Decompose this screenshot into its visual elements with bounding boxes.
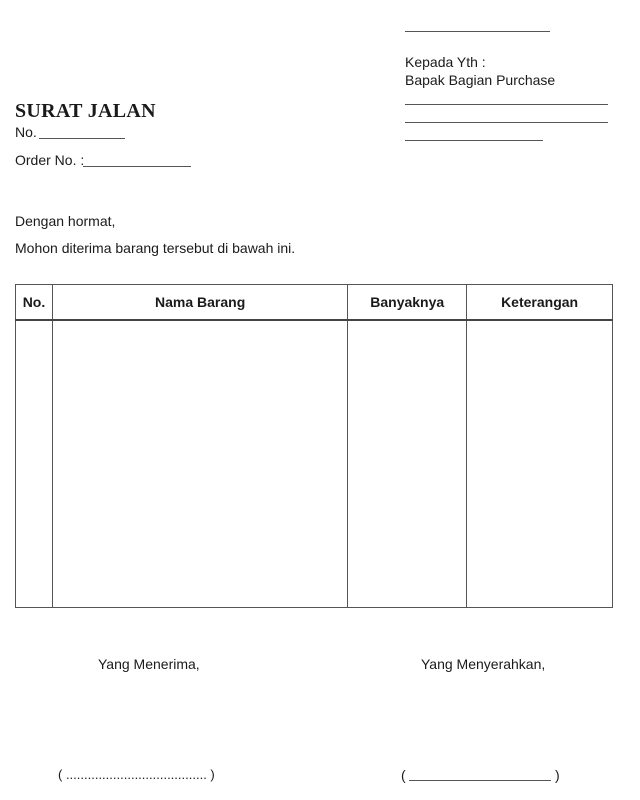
sender-signature-open: ( (401, 767, 406, 783)
receiver-signature-placeholder: ( ....................................... ) (58, 767, 215, 782)
receiver-label: Yang Menerima, (98, 656, 200, 672)
recipient-address-line-1 (405, 104, 608, 105)
cell-no (16, 320, 53, 608)
column-header-keterangan: Keterangan (467, 285, 613, 321)
column-header-banyaknya: Banyaknya (348, 285, 467, 321)
document-title: SURAT JALAN (15, 100, 156, 122)
order-no-label: Order No. : (15, 152, 85, 168)
cell-nama-barang (52, 320, 347, 608)
sender-label: Yang Menyerahkan, (421, 656, 546, 672)
no-field-label: No. (15, 124, 37, 140)
intro-text: Mohon diterima barang tersebut di bawah ini. (15, 240, 296, 256)
cell-keterangan (467, 320, 613, 608)
no-field-line (39, 138, 125, 139)
sender-signature-line (409, 780, 551, 781)
recipient-label: Kepada Yth : (405, 54, 486, 70)
recipient-address-line-2 (405, 122, 608, 123)
greeting: Dengan hormat, (15, 213, 116, 229)
order-no-line (83, 166, 191, 167)
date-line (405, 31, 550, 32)
table-row (16, 320, 613, 608)
cell-banyaknya (348, 320, 467, 608)
recipient-address-line-3 (405, 140, 543, 141)
column-header-nama-barang: Nama Barang (52, 285, 347, 321)
table-header-row (16, 285, 613, 321)
items-table (15, 284, 613, 608)
recipient-name: Bapak Bagian Purchase (405, 72, 556, 88)
sender-signature-close: ) (555, 767, 560, 783)
column-header-no: No. (16, 285, 53, 321)
